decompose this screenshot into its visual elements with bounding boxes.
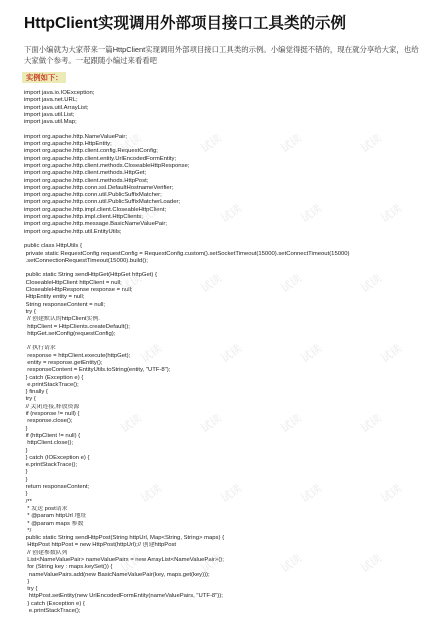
code-line: import org.apache.http.impl.client.CloseableHttpClient; [24, 206, 167, 213]
code-line: import org.apache.http.client.methods.CloseableHttpResponse; [24, 162, 190, 169]
code-line: httpClient.close(); [24, 440, 74, 447]
code-line: import org.apache.http.HttpEntity; [24, 141, 112, 148]
watermark: 试读 [359, 272, 385, 296]
code-line: public static String sendHttpPost(String httpUrl, Map<String, String> maps) { [24, 535, 225, 542]
watermark: 试读 [119, 132, 145, 156]
code-line: // 关闭连接,释放资源 [24, 403, 80, 410]
code-line: } [24, 476, 28, 483]
code-line: /** [24, 498, 32, 505]
watermark: 试读 [279, 412, 305, 436]
code-line: import org.apache.http.client.methods.HttpPost; [24, 177, 149, 184]
code-line: if (response != null) { [24, 411, 80, 418]
code-line: e.printStackTrace(); [24, 381, 79, 388]
code-line: response = httpClient.execute(httpGet); [24, 352, 131, 359]
code-line: httpPost.setEntity(new UrlEncodedFormEntity(nameValuePairs, "UTF-8")); [24, 593, 223, 600]
watermark: 试读 [199, 552, 225, 576]
watermark: 试读 [219, 482, 245, 506]
watermark: 试读 [219, 342, 245, 366]
code-line: import org.apache.http.util.EntityUtils; [24, 228, 122, 235]
code-block [24, 90, 424, 615]
code-line: import org.apache.http.NameValuePair; [24, 133, 128, 140]
code-line: e.printStackTrace(); [24, 462, 78, 469]
watermark: 试读 [299, 482, 325, 506]
watermark: 试读 [279, 272, 305, 296]
code-line: // 创建参数队列 [24, 549, 68, 556]
code-line: return responseContent; [24, 484, 90, 491]
watermark: 试读 [139, 202, 165, 226]
watermark: 试读 [299, 342, 325, 366]
code-line: responseContent = EntityUtils.toString(entity, "UTF-8"); [24, 367, 171, 374]
watermark: 试读 [279, 132, 305, 156]
code-line: e.printStackTrace(); [24, 608, 81, 615]
code-line: } catch (Exception e) { [24, 374, 84, 381]
code-line: import java.net.URL; [24, 97, 78, 104]
code-line: } [24, 447, 28, 454]
code-line: import org.apache.http.client.config.RequestConfig; [24, 148, 158, 155]
page-title: HttpClient实现调用外部项目接口工具类的示例 [24, 15, 347, 32]
code-line: import org.apache.http.client.entity.UrlEncodedFormEntity; [24, 155, 177, 162]
code-line: try { [24, 308, 36, 315]
code-line: } catch (IOException e) { [24, 454, 90, 461]
watermark: 试读 [139, 482, 165, 506]
watermark: 试读 [279, 552, 305, 576]
example-label: 实例如下： [22, 72, 66, 83]
code-line: import org.apache.http.client.methods.HttpGet; [24, 170, 147, 177]
watermark: 试读 [139, 342, 165, 366]
code-line: nameValuePairs.add(new BasicNameValuePair(key, maps.get(key))); [24, 571, 210, 578]
code-line: } [24, 425, 28, 432]
code-line: CloseableHttpResponse response = null; [24, 287, 133, 294]
code-line: } [24, 491, 28, 498]
code-line: import java.util.ArrayList; [24, 104, 89, 111]
code-line: import java.util.Map; [24, 119, 77, 126]
code-line: * @param httpUrl 地址 [24, 513, 87, 520]
code-line: public static String sendHttpGet(HttpGet httpGet) { [24, 272, 157, 279]
code-line [24, 126, 424, 133]
code-line: import java.io.IOException; [24, 90, 95, 96]
code-line: } [24, 578, 30, 585]
code-line: if (httpClient != null) { [24, 432, 81, 439]
code-line: CloseableHttpClient httpClient = null; [24, 279, 122, 286]
code-line: try { [24, 396, 36, 403]
code-line: import org.apache.http.conn.ssl.DefaultHostnameVerifier; [24, 184, 174, 191]
watermark: 试读 [199, 272, 225, 296]
watermark: 试读 [119, 412, 145, 436]
code-line: import org.apache.http.message.BasicNameValuePair; [24, 221, 167, 228]
code-line: import org.apache.http.conn.util.PublicSuffixMatcher; [24, 192, 162, 199]
code-line: public class HttpUtils { [24, 243, 82, 250]
code-line: } [24, 469, 28, 476]
watermark: 试读 [359, 552, 385, 576]
code-line: .setConnectionRequestTimeout(15000).build(); [24, 257, 148, 264]
code-line: // 执行请求 [24, 345, 56, 352]
watermark: 试读 [379, 342, 405, 366]
code-line: for (String key : maps.keySet()) { [24, 564, 113, 571]
watermark: 试读 [359, 412, 385, 436]
code-line: * @param maps 参数 [24, 520, 84, 527]
code-line: httpGet.setConfig(requestConfig); [24, 330, 116, 337]
code-line: import java.util.List; [24, 111, 75, 118]
code-line: import org.apache.http.impl.client.HttpClients; [24, 214, 143, 221]
code-line: import org.apache.http.conn.util.PublicSuffixMatcherLoader; [24, 199, 181, 206]
code-line [24, 236, 424, 243]
code-line: entity = response.getEntity(); [24, 359, 103, 366]
code-line [24, 265, 424, 272]
code-line: HttpPost httpPost = new HttpPost(httpUrl);// 创建httpPost [24, 542, 177, 549]
code-line: httpClient = HttpClients.createDefault(); [24, 323, 130, 330]
code-line: } catch (Exception e) { [24, 600, 85, 607]
code-line: // 创建默认的httpClient实例. [24, 316, 100, 323]
code-line: private static RequestConfig requestConfig = RequestConfig.custom().setSocketTimeout(15000).setConnectTimeout(15000) [24, 250, 350, 257]
watermark: 试读 [379, 202, 405, 226]
code-line: * 发送 post请求 [24, 505, 68, 512]
watermark: 试读 [199, 132, 225, 156]
code-line: String responseContent = null; [24, 301, 106, 308]
code-line: } finally { [24, 389, 48, 396]
code-line: HttpEntity entity = null; [24, 294, 85, 301]
watermark: 试读 [119, 552, 145, 576]
watermark: 试读 [219, 202, 245, 226]
code-line: try { [24, 586, 38, 593]
watermark: 试读 [359, 132, 385, 156]
code-line: */ [24, 527, 32, 534]
code-line: List<NameValuePair> nameValuePairs = new ArrayList<NameValuePair>(); [24, 557, 224, 563]
watermark: 试读 [199, 412, 225, 436]
intro-paragraph: 下面小编就为大家带来一篇HttpClient实现调用外部项目接口工具类的示例。小编觉得挺不错的，现在就分享给大家，也给大家做个参考。一起跟随小编过来看看吧 [24, 45, 419, 65]
code-line [24, 338, 424, 345]
watermark: 试读 [379, 482, 405, 506]
watermark: 试读 [119, 272, 145, 296]
watermark: 试读 [299, 202, 325, 226]
code-line: response.close(); [24, 418, 73, 425]
